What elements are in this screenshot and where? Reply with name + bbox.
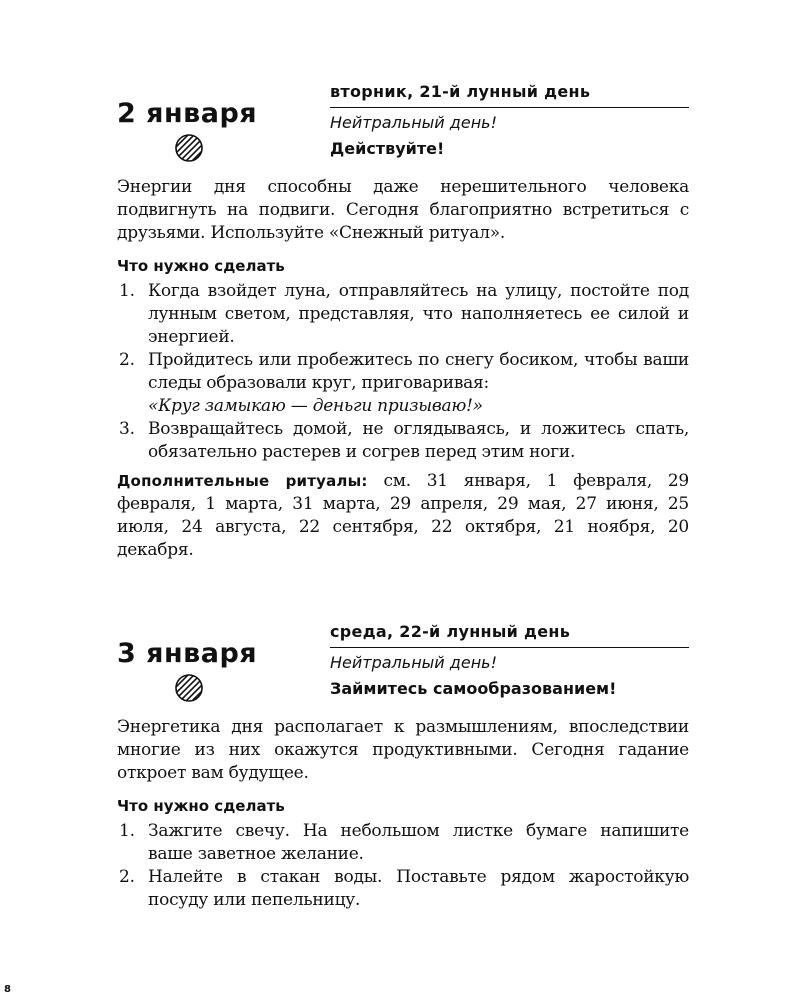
extra-rituals-label: Дополнительные ритуалы: xyxy=(117,472,368,490)
steps-list xyxy=(117,280,689,464)
step-number: 2. xyxy=(119,350,135,370)
entry-date: 3 января xyxy=(117,638,258,669)
step-number: 3. xyxy=(119,419,135,439)
day-motto: Займитесь самообразованием! xyxy=(330,679,617,698)
page-number: 8 xyxy=(4,984,11,995)
hatched-moon-icon xyxy=(174,133,204,163)
list-item xyxy=(117,349,689,418)
day-motto: Действуйте! xyxy=(330,139,445,158)
step-number: 2. xyxy=(119,867,135,887)
step-text: Возвращайтесь домой, не оглядываясь, и ложитесь спать, обязательно растерев и согрев перед этим ноги. xyxy=(148,419,689,462)
weekday-lunar-day: вторник, 21-й лунный день xyxy=(330,82,689,108)
day-type: Нейтральный день! xyxy=(330,653,497,672)
entry-date: 2 января xyxy=(117,98,258,129)
list-item xyxy=(117,866,689,912)
weekday-lunar-day: среда, 22-й лунный день xyxy=(330,622,689,648)
list-item xyxy=(117,280,689,349)
extra-rituals-text: см. 31 января, 1 февраля, 29 февраля, 1 марта, 31 марта, 29 апреля, 29 мая, 27 июня, 25 июля, 24 августа, 22 сентября, 22 октября, 21 ноября, 20 декабря. xyxy=(117,471,689,560)
step-number: 1. xyxy=(119,281,135,301)
chant-text: «Круг замыкаю — деньги призываю!» xyxy=(148,396,483,416)
entry-body xyxy=(117,716,689,912)
step-text: Налейте в стакан воды. Поставьте рядом жаростойкую посуду или пепельницу. xyxy=(148,867,689,910)
intro-paragraph: Энергии дня способны даже нерешительного человека подвигнуть на подвиги. Сегодня благоприятно встретиться с друзьями. Используйте «Снежный ритуал». xyxy=(117,177,689,243)
day-type: Нейтральный день! xyxy=(330,113,497,132)
todo-heading: Что нужно сделать xyxy=(117,257,285,275)
extra-rituals xyxy=(117,470,689,562)
todo-heading: Что нужно сделать xyxy=(117,797,285,815)
step-text: Пройдитесь или пробежитесь по снегу босиком, чтобы ваши следы образовали круг, приговаривая: xyxy=(148,350,689,393)
hatched-moon-icon xyxy=(174,673,204,703)
step-text: Зажгите свечу. На небольшом листке бумаге напишите ваше заветное желание. xyxy=(148,821,689,864)
steps-list xyxy=(117,820,689,912)
list-item xyxy=(117,418,689,464)
list-item xyxy=(117,820,689,866)
entry-header xyxy=(330,622,689,698)
entry-body xyxy=(117,176,689,562)
intro-paragraph: Энергетика дня располагает к размышлениям, впоследствии многие из них окажутся продуктивными. Сегодня гадание откроет вам будущее. xyxy=(117,717,689,783)
step-number: 1. xyxy=(119,821,135,841)
step-text: Когда взойдет луна, отправляйтесь на улицу, постойте под лунным светом, представляя, что наполняетесь ее силой и энергией. xyxy=(148,281,689,347)
entry-header xyxy=(330,82,689,158)
